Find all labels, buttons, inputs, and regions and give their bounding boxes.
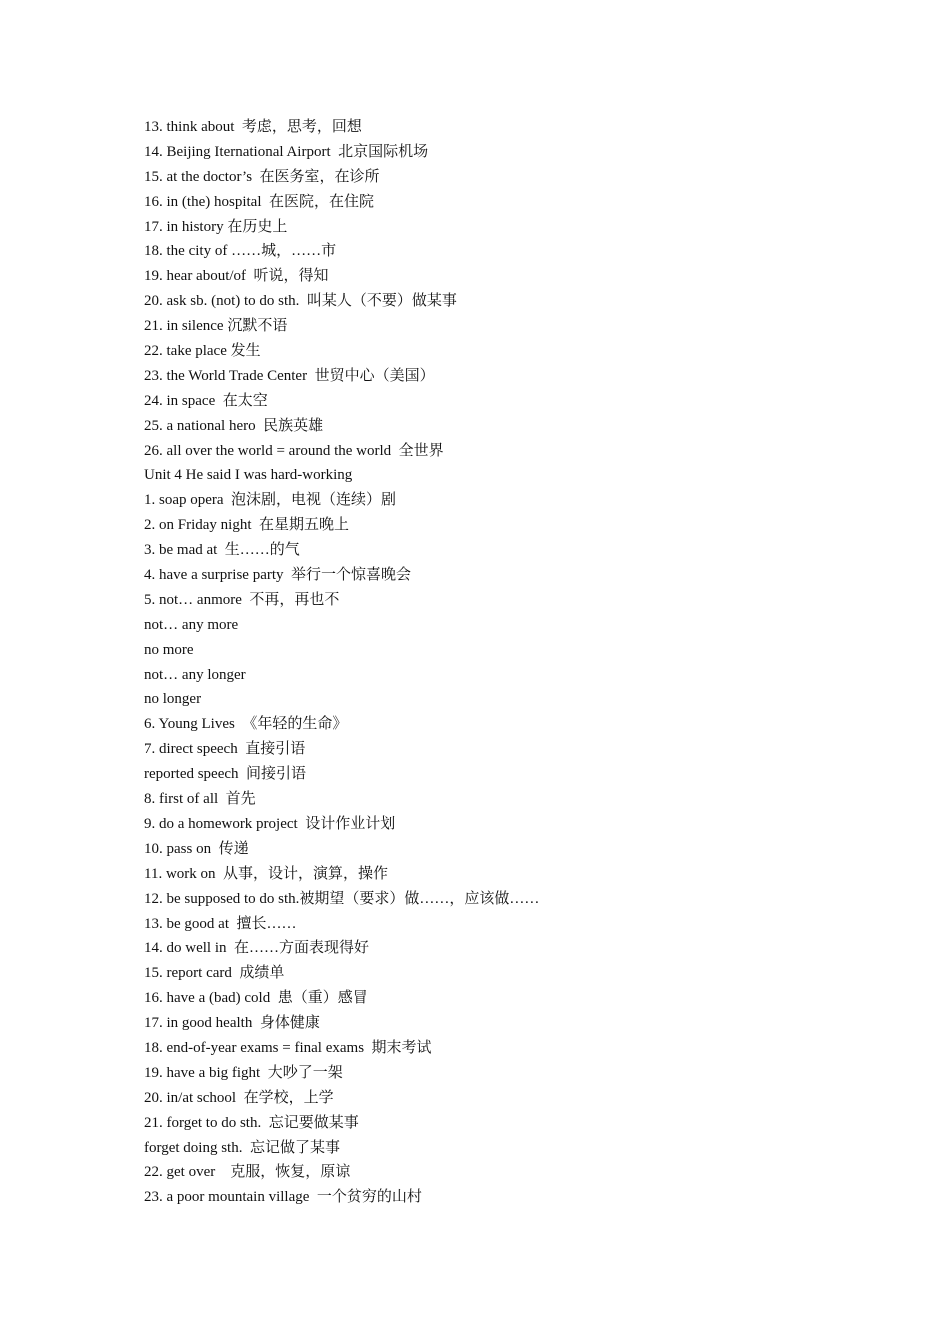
document-line: 23. a poor mountain village 一个贫穷的山村 — [144, 1189, 422, 1206]
vocabulary-list — [144, 115, 539, 1210]
document-line: not… any longer — [144, 666, 246, 683]
document-line: 3. be mad at 生……的气 — [144, 542, 300, 559]
document-line: no longer — [144, 691, 202, 708]
document-line: not… any more — [144, 616, 239, 633]
document-line: 8. first of all 首先 — [144, 791, 256, 808]
document-line: Unit 4 He said I was hard-working — [144, 467, 353, 484]
document-line: 4. have a surprise party 举行一个惊喜晚会 — [144, 567, 412, 584]
document-line: 11. work on 从事，设计，演算，操作 — [144, 865, 389, 882]
document-line: 19. have a big fight 大吵了一架 — [144, 1064, 343, 1081]
document-line: 6. Young Lives 《年轻的生命》 — [144, 716, 348, 733]
document-line: 15. at the doctor’s 在医务室，在诊所 — [144, 168, 380, 185]
document-line: 21. in silence 沉默不语 — [144, 318, 288, 335]
document-line: 23. the World Trade Center 世贸中心（美国） — [144, 367, 435, 384]
document-line: 20. in/at school 在学校，上学 — [144, 1089, 334, 1106]
document-line: 9. do a homework project 设计作业计划 — [144, 815, 396, 832]
document-line: 17. in good health 身体健康 — [144, 1015, 320, 1032]
document-line: 15. report card 成绩单 — [144, 965, 285, 982]
document-line: 12. be supposed to do sth.被期望（要求）做……，应该做…… — [144, 890, 540, 907]
document-line: 13. think about 考虑，思考，回想 — [144, 119, 362, 135]
document-line: 1. soap opera 泡沫剧，电视（连续）剧 — [144, 492, 397, 509]
document-line: 14. Beijing Iternational Airport 北京国际机场 — [144, 143, 429, 160]
document-line: 7. direct speech 直接引语 — [144, 741, 306, 758]
document-line: 18. end-of-year exams = final exams 期末考试 — [144, 1039, 432, 1056]
document-line: 20. ask sb. (not) to do sth. 叫某人（不要）做某事 — [144, 293, 457, 310]
document-line: 16. in (the) hospital 在医院，在住院 — [144, 193, 374, 210]
document-line: 16. have a (bad) cold 患（重）感冒 — [144, 990, 368, 1007]
document-line: forget doing sth. 忘记做了某事 — [144, 1139, 340, 1156]
document-line: 5. not… anmore 不再，再也不 — [144, 591, 340, 608]
document-line: 10. pass on 传递 — [144, 840, 249, 857]
document-line: 17. in history 在历史上 — [144, 218, 288, 235]
document-line: 18. the city of ……城，……市 — [144, 243, 337, 260]
document-line: 14. do well in 在……方面表现得好 — [144, 940, 369, 957]
document-line: 22. get over 克服，恢复，原谅 — [144, 1164, 351, 1181]
document-line: reported speech 间接引语 — [144, 766, 307, 783]
document-line: no more — [144, 641, 194, 658]
document-line: 25. a national hero 民族英雄 — [144, 417, 324, 434]
document-line: 21. forget to do sth. 忘记要做某事 — [144, 1114, 359, 1131]
document-line: 22. take place 发生 — [144, 343, 261, 360]
document-line: 26. all over the world = around the world 全世界 — [144, 442, 444, 459]
document-line: 13. be good at 擅长…… — [144, 915, 297, 932]
document-line: 24. in space 在太空 — [144, 392, 268, 409]
document-line: 19. hear about/of 听说，得知 — [144, 268, 329, 285]
document-line: 2. on Friday night 在星期五晚上 — [144, 517, 349, 534]
